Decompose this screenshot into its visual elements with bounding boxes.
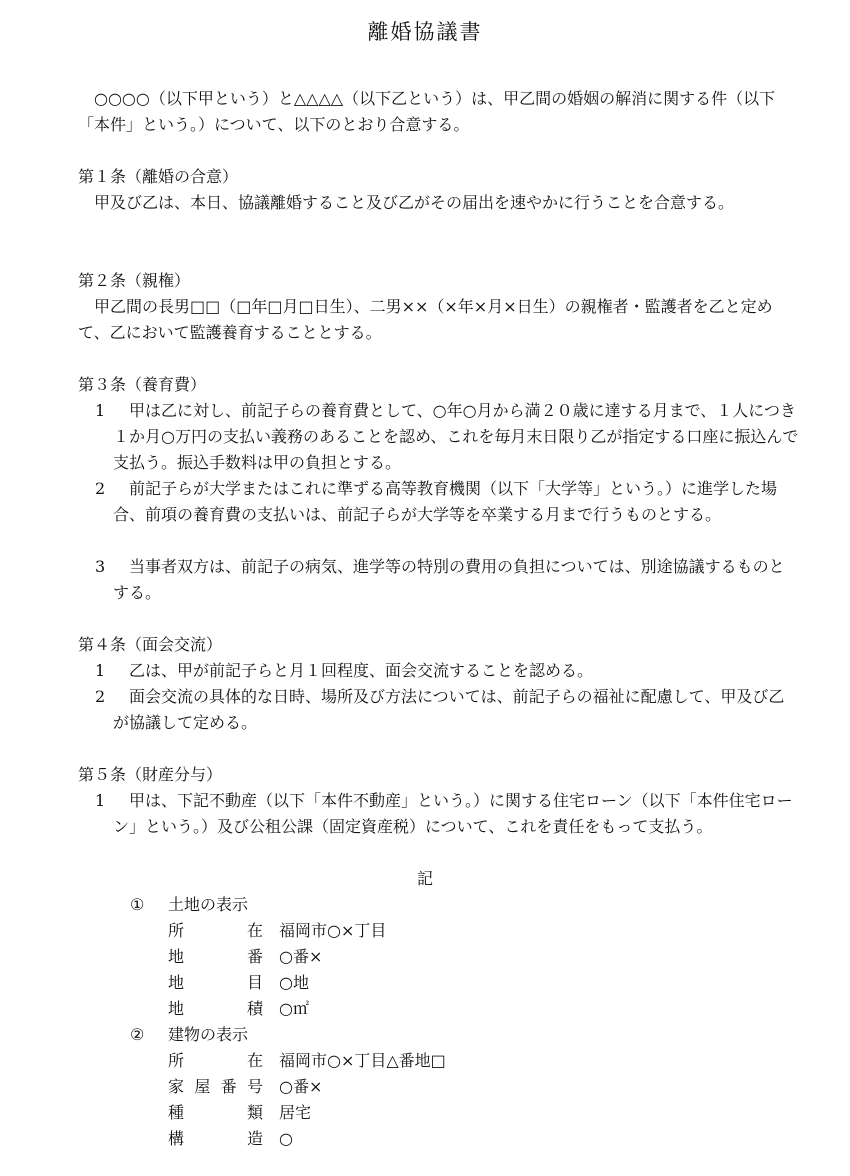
row-value: ○地 [279,973,309,992]
row-value: 居宅 [279,1103,312,1122]
article-3-item-3 [95,554,799,606]
article-3-heading: 第３条（養育費） [78,375,207,394]
intro-paragraph: ○○○○（以下甲という）と△△△△（以下乙という）は、甲乙間の婚姻の解消に関する件（以下「本件」という。）について、以下のとおり合意する。 [78,89,776,134]
item-number: 2 [95,479,106,498]
building-row-house-number [168,1074,322,1100]
item-text: 乙は、甲が前記子らと月１回程度、面会交流することを認める。 [129,661,594,680]
article-5-item-1 [95,788,799,840]
item-number: 3 [95,557,106,576]
row-value: 福岡市○×丁目△番地□ [279,1051,446,1070]
land-row-area [168,996,309,1022]
article-4-item-2 [95,684,799,736]
item-text: 甲は、下記不動産（以下「本件不動産」という。）に関する住宅ローン（以下「本件住宅ローン」という。）及び公租公課（固定資産税）について、これを責任をもって支払う。 [113,791,793,836]
item-number: 1 [95,661,106,680]
building-heading-text: 建物の表示 [168,1025,249,1044]
ki-marker: 記 [416,869,433,888]
building-row-type [168,1100,311,1126]
article-1-heading: 第１条（離婚の合意） [78,167,239,186]
article-3-item-2 [95,476,799,528]
land-row-number [168,944,322,970]
row-value: ○㎡ [279,999,309,1018]
item-text: 当事者双方は、前記子の病気、進学等の特別の費用の負担については、別途協議するものとする。 [113,557,785,602]
land-row-category [168,970,309,996]
land-heading-text: 土地の表示 [168,895,249,914]
row-label: 地目 [168,973,263,992]
item-number: 1 [95,791,106,810]
article-5-heading: 第５条（財産分与） [78,765,223,784]
row-label: 家屋番号 [168,1077,263,1096]
article-4-heading: 第４条（面会交流） [78,635,223,654]
row-value: ○番× [279,947,323,966]
row-label: 地積 [168,999,263,1018]
document-title: 離婚協議書 [367,20,483,44]
item-number: 1 [95,401,106,420]
row-label: 所在 [168,921,263,940]
land-row-location [168,918,386,944]
land-mark: ① [130,895,145,914]
row-label: 種類 [168,1103,263,1122]
row-label: 構造 [168,1129,263,1148]
row-value: ○ [279,1129,293,1148]
building-mark: ② [130,1025,145,1044]
row-value: ○番× [279,1077,323,1096]
building-section-heading [130,1022,248,1048]
item-text: 面会交流の具体的な日時、場所及び方法については、前記子らの福祉に配慮して、甲及び乙が協議して定める。 [113,687,785,732]
row-value: 福岡市○×丁目 [279,921,387,940]
article-2-heading: 第２条（親権） [78,271,191,290]
item-text: 甲は乙に対し、前記子らの養育費として、○年○月から満２０歳に達する月まで、１人につき１か月○万円の支払い義務のあることを認め、これを毎月末日限り乙が指定する口座に振込んで支払う。振込手数料は甲の負担とする。 [113,401,799,472]
land-section-heading [130,892,248,918]
article-3-item-1 [95,398,799,476]
row-label: 所在 [168,1051,263,1070]
article-4-item-1 [95,658,799,684]
article-2-body: 甲乙間の長男□□（□年□月□日生）、二男××（×年×月×日生）の親権者・監護者を乙と定めて、乙において監護養育することとする。 [78,297,773,342]
row-label: 地番 [168,947,263,966]
item-text: 前記子らが大学またはこれに準ずる高等教育機関（以下「大学等」という。）に進学した場合、前項の養育費の支払いは、前記子らが大学等を卒業する月まで行うものとする。 [113,479,778,524]
building-row-location [168,1048,446,1074]
building-row-structure [168,1126,293,1152]
item-number: 2 [95,687,106,706]
article-1-body: 甲及び乙は、本日、協議離婚すること及び乙がその届出を速やかに行うことを合意する。 [94,193,735,212]
